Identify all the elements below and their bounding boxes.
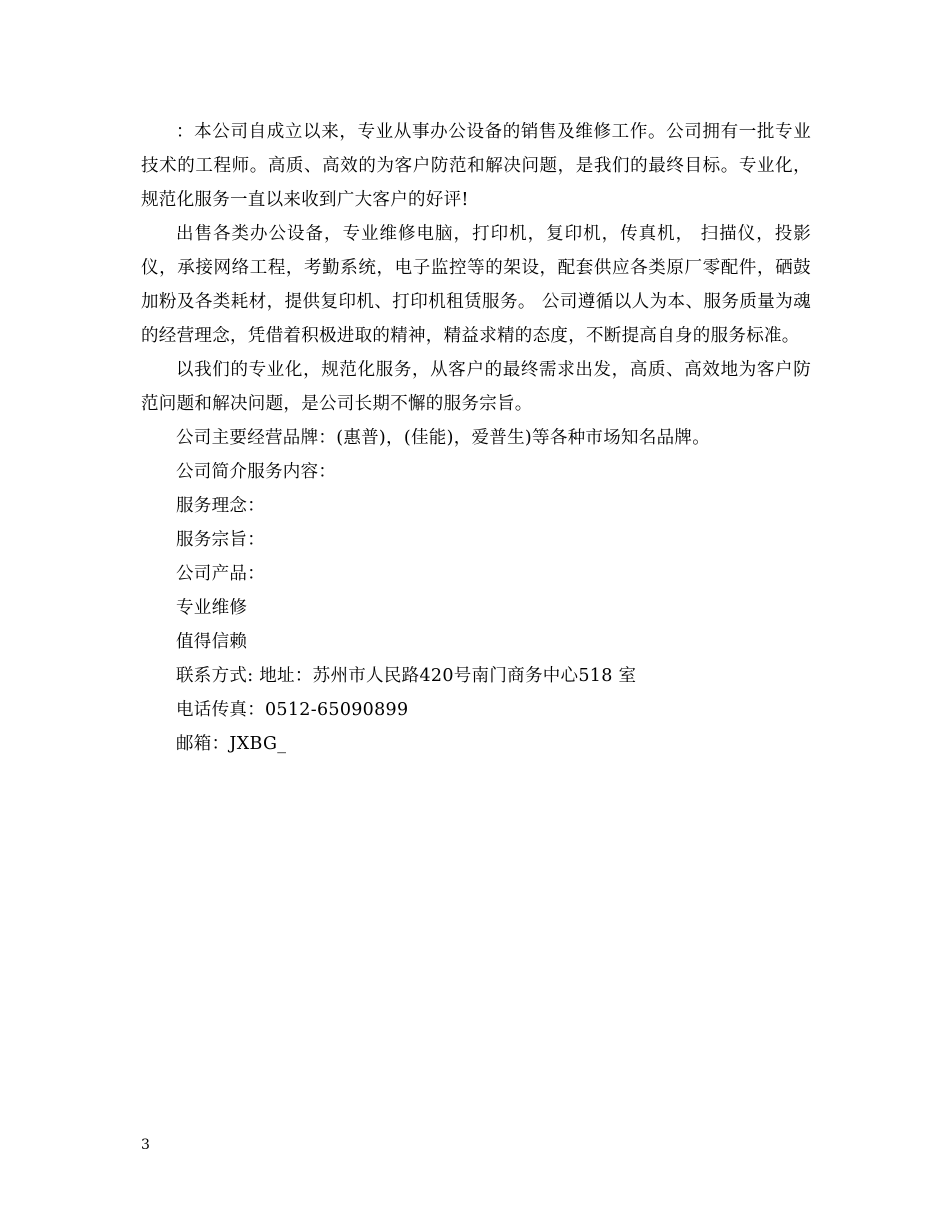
line-phone-fax: 电话传真：0512-65090899 (176, 700, 409, 720)
line-email: 邮箱：JXBG_ (176, 734, 287, 754)
line-service-philosophy: 服务理念： (176, 496, 265, 516)
document-body (141, 115, 811, 761)
paragraph-products-services: 出售各类办公设备，专业维修电脑，打印机，复印机，传真机， 扫描仪，投影仪，承接网络工程，考勤系统，电子监控等的架设，配套供应各类原厂零配件，硒鼓加粉及各类耗材，提供复印机、打印机租赁服务。 公司遵循以人为本、服务质量为魂的经营理念，凭借着积极进取的精神，精益求精的态度，不断提高自身的服务标准。 (141, 224, 811, 346)
page-number: 3 (141, 1137, 150, 1153)
line-professional-repair: 专业维修 (176, 598, 248, 618)
line-service-aim: 服务宗旨： (176, 530, 265, 550)
line-service-content: 公司简介服务内容： (176, 462, 337, 482)
paragraph-company-intro: ：本公司自成立以来，专业从事办公设备的销售及维修工作。公司拥有一批专业技术的工程师。高质、高效的为客户防范和解决问题，是我们的最终目标。专业化，规范化服务一直以来收到广大客户的好评! (141, 122, 811, 210)
line-company-products: 公司产品： (176, 564, 265, 584)
paragraph-brands: 公司主要经营品牌：(惠普)，(佳能)，爱普生)等各种市场知名品牌。 (176, 428, 711, 448)
paragraph-service-purpose: 以我们的专业化，规范化服务，从客户的最终需求出发，高质、高效地为客户防范问题和解决问题，是公司长期不懈的服务宗旨。 (141, 360, 811, 414)
line-trustworthy: 值得信赖 (176, 632, 248, 652)
line-contact-address: 联系方式: 地址：苏州市人民路420号南门商务中心518 室 (176, 666, 637, 686)
